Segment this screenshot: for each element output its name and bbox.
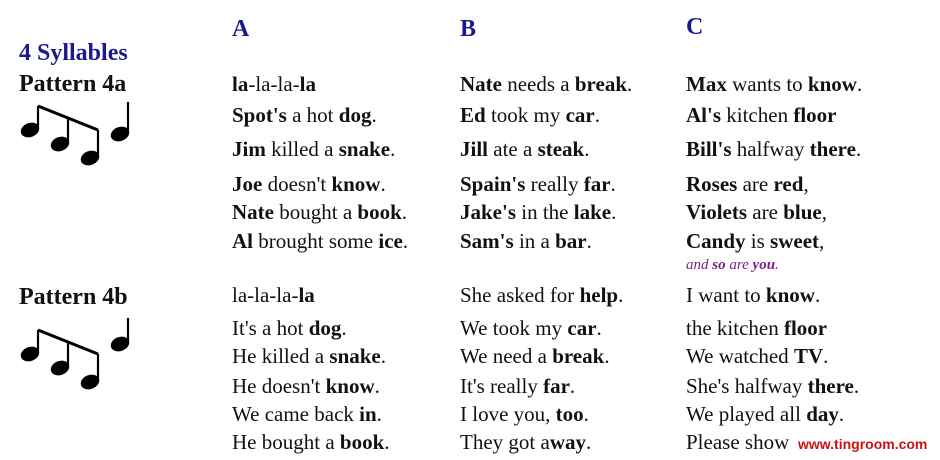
unstressed-text: a hot [286,103,339,127]
unstressed-text: are [737,172,774,196]
stressed-word: far [583,172,611,196]
section-title: 4 Syllables [19,40,128,66]
unstressed-text: . [584,137,590,161]
phrase-4a-r0-a [232,72,316,96]
stressed-word: snake [338,137,391,161]
phrase-4b-r4-a [232,402,382,426]
stressed-word: steak [537,137,585,161]
stressed-word: sweet [770,229,820,253]
stressed-word: in [359,402,377,426]
unstressed-text: She's halfway [686,374,808,398]
unstressed-text: . [376,402,382,426]
unstressed-text: halfway [731,137,810,161]
phrase-4a-r4-c [686,200,827,224]
phrase-4a-r0-c [686,72,862,96]
phrase-4a-r0-b [460,72,632,96]
phrase-4b-r4-c [686,402,844,426]
phrase-4a-r1-c [686,103,836,127]
phrase-4b-r3-b [460,374,575,398]
unstressed-text: bought a [273,200,358,224]
unstressed-text: . [583,402,589,426]
phrase-4a-r2-a [232,137,395,161]
stressed-word: Jill [460,137,489,161]
unstressed-text: in a [513,229,556,253]
unstressed-text: We took my [460,316,568,340]
unstressed-text: We need a [460,344,553,368]
phrase-4a-note [686,257,779,274]
unstressed-text: . [618,283,624,307]
unstressed-text: . [585,430,592,454]
phrase-4a-r4-a [232,200,407,224]
stressed-word: Al's [686,103,722,127]
unstressed-text: . [384,430,390,454]
stressed-word: snake [329,344,381,368]
stressed-word: break [552,344,605,368]
phrase-4b-r1-a [232,316,347,340]
unstressed-text: , [819,229,825,253]
unstressed-text: I love you, [460,402,556,426]
phrase-4a-r3-b [460,172,616,196]
stressed-word: day [806,402,839,426]
unstressed-text: . [586,229,592,253]
unstressed-text: . [374,374,380,398]
unstressed-text: brought some [253,229,379,253]
stressed-word: Ed [460,103,486,127]
phrase-4a-r3-a [232,172,386,196]
stressed-word: know [765,283,815,307]
unstressed-text: ate a [488,137,538,161]
column-header-a: A [232,16,250,42]
phrase-4b-r1-c [686,316,827,340]
unstressed-text: the kitchen [686,316,784,340]
stressed-word: TV [793,344,824,368]
phrase-4b-r3-a [232,374,380,398]
column-header-c: C [686,14,704,40]
unstressed-text: They got a [460,430,550,454]
stressed-word: car [565,103,595,127]
unstressed-text: doesn't [262,172,332,196]
stressed-word: la [298,283,315,307]
phrase-4b-r4-b [460,402,589,426]
stressed-word: know [331,172,381,196]
stressed-word: Max [686,72,727,96]
unstressed-text: . [380,344,386,368]
unstressed-text: . [853,374,860,398]
unstressed-text: . [855,137,862,161]
unstressed-text: . [390,137,396,161]
stressed-word: there [809,137,856,161]
unstressed-text: . [814,283,821,307]
phrase-4a-r1-b [460,103,600,127]
unstressed-text: . [371,103,377,127]
stressed-word: break [574,72,627,96]
stressed-word: dog [338,103,372,127]
stressed-word: Roses [686,172,738,196]
stressed-word: Jake's [460,200,517,224]
stressed-word: Spain's [460,172,526,196]
stressed-word: Joe [232,172,263,196]
phrase-4a-r2-c [686,137,861,161]
stressed-word: there [807,374,854,398]
stressed-word: la [299,72,316,96]
unstressed-text: Please show [686,430,790,454]
stressed-word: Violets [686,200,748,224]
stressed-word: Candy [686,229,746,253]
stressed-word: Nate [460,72,502,96]
unstressed-text: He doesn't [232,374,326,398]
phrase-4a-r5-b [460,229,592,253]
phrase-4b-r5-a [232,430,390,454]
unstressed-text: . [596,316,602,340]
unstressed-text: killed a [265,137,339,161]
stressed-word: Sam's [460,229,514,253]
phrase-4b-r2-b [460,344,610,368]
unstressed-text: He bought a [232,430,340,454]
unstressed-text: He killed a [232,344,330,368]
stressed-word: Al [232,229,253,253]
unstressed-text: It's a hot [232,316,309,340]
pattern-4b-title: Pattern 4b [19,284,128,310]
unstressed-text: I want to [686,283,766,307]
stressed-word: Bill's [686,137,732,161]
column-header-b: B [460,16,477,42]
unstressed-text: , [821,200,827,224]
stressed-word: far [543,374,570,398]
stressed-word: la [232,72,249,96]
phrase-4b-r0-b [460,283,623,307]
unstressed-text: . [610,172,616,196]
phrase-4b-r5-b [460,430,591,454]
stressed-word: help [579,283,619,307]
four-notes-icon [16,318,136,394]
phrase-4b-r3-c [686,374,859,398]
stressed-word: blue [783,200,822,224]
stressed-word: know [807,72,857,96]
unstressed-text: are [725,257,753,273]
stressed-word: book [339,430,385,454]
phrase-4b-r5-c [686,430,789,454]
unstressed-text: really [525,172,584,196]
phrase-4b-r2-c [686,344,828,368]
unstressed-text: She asked for [460,283,580,307]
unstressed-text: . [856,72,863,96]
unstressed-text: . [604,344,610,368]
unstressed-text: -la-la- [248,72,300,96]
unstressed-text: It's really [460,374,544,398]
unstressed-text: took my [485,103,566,127]
unstressed-text: wants to [726,72,808,96]
unstressed-text: . [401,200,407,224]
unstressed-text: . [838,402,845,426]
unstressed-text: , [803,172,809,196]
unstressed-text: and [686,257,713,273]
unstressed-text: . [341,316,347,340]
phrase-4b-r0-c [686,283,820,307]
unstressed-text: . [380,172,386,196]
stressed-word: way [549,430,586,454]
phrase-4a-r1-a [232,103,377,127]
phrase-4a-r4-b [460,200,616,224]
phrase-4a-r5-c [686,229,824,253]
stressed-word: so [712,257,726,273]
stressed-word: bar [555,229,587,253]
stressed-word: car [567,316,597,340]
four-notes-icon [16,100,136,172]
phrase-4a-r5-a [232,229,408,253]
unstressed-text: We played all [686,402,807,426]
unstressed-text: kitchen [721,103,794,127]
phrase-4a-r2-b [460,137,589,161]
pattern-4a-title: Pattern 4a [19,71,127,97]
stressed-word: too [555,402,584,426]
watermark: www.tingroom.com [798,436,928,452]
stressed-word: floor [793,103,837,127]
unstressed-text: . [402,229,409,253]
phrase-4a-r3-c [686,172,809,196]
stressed-word: Spot's [232,103,287,127]
stressed-word: floor [783,316,828,340]
unstressed-text: . [594,103,601,127]
unstressed-text: . [823,344,829,368]
unstressed-text: are [747,200,784,224]
stressed-word: Nate [232,200,274,224]
unstressed-text: . [569,374,576,398]
unstressed-text: needs a [501,72,575,96]
stressed-word: know [325,374,375,398]
stressed-word: you [752,257,776,273]
stressed-word: book [357,200,402,224]
unstressed-text: . [775,257,779,273]
phrase-4b-r1-b [460,316,602,340]
phrase-4b-r0-a [232,283,315,307]
unstressed-text: is [745,229,771,253]
stressed-word: red [773,172,804,196]
phrase-4b-r2-a [232,344,386,368]
stressed-word: ice [378,229,403,253]
unstressed-text: We watched [686,344,794,368]
stressed-word: dog [308,316,342,340]
unstressed-text: We came back [232,402,360,426]
unstressed-text: la-la-la- [232,283,299,307]
unstressed-text: . [627,72,633,96]
unstressed-text: in the [516,200,574,224]
unstressed-text: . [611,200,617,224]
stressed-word: Jim [232,137,266,161]
stressed-word: lake [573,200,612,224]
